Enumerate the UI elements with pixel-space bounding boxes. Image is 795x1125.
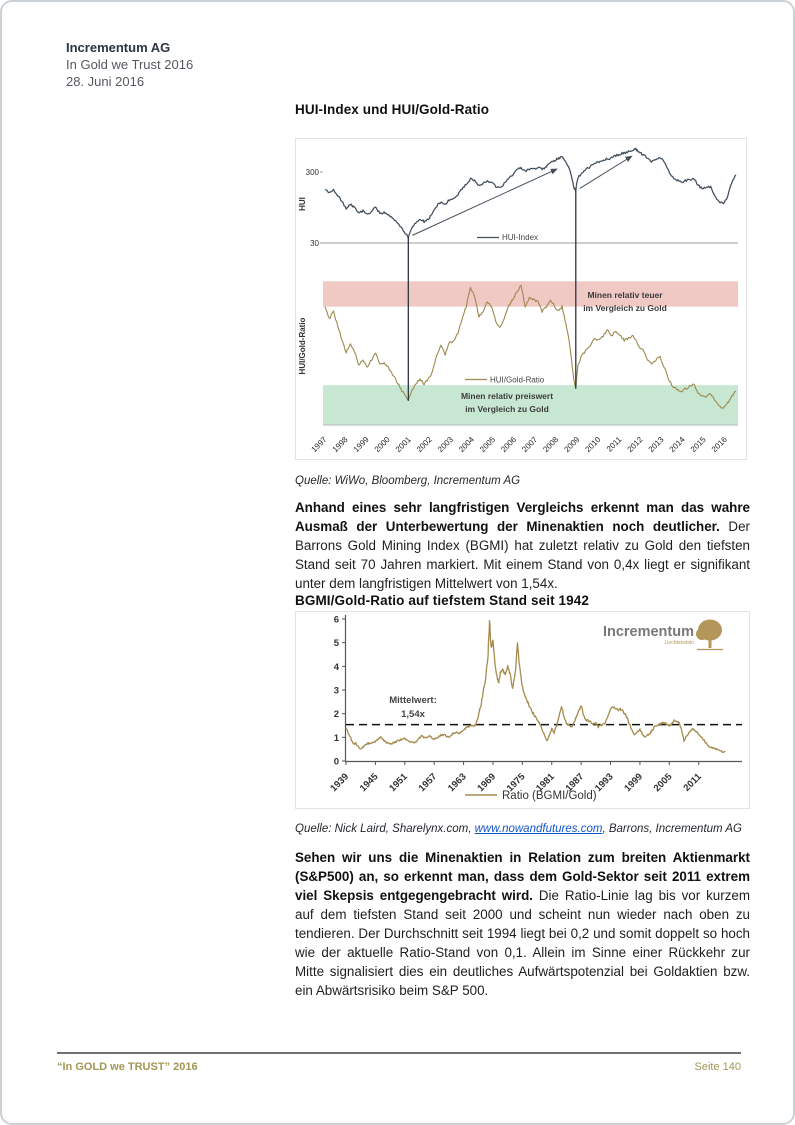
- svg-text:2004: 2004: [457, 435, 476, 454]
- svg-text:Incrementum: Incrementum: [602, 624, 694, 640]
- paragraph-1-rest: Der Barrons Gold Mining Index (BGMI) hat zuletzt relativ zu Gold den tiefsten Stand seit 70 Jahren markiert. Mit einem Stand von 0,4x liegt er signifikant unter dem langfristigen Mittelwert von 1,54x.: [295, 519, 750, 591]
- svg-text:1963: 1963: [445, 771, 469, 795]
- chart2-title: BGMI/Gold-Ratio auf tiefstem Stand seit 1942: [295, 593, 589, 608]
- svg-text:2005: 2005: [651, 771, 675, 795]
- chart2-source-suffix: , Barrons, Incrementum AG: [602, 823, 742, 835]
- svg-text:1987: 1987: [563, 771, 587, 795]
- svg-text:1951: 1951: [387, 771, 410, 795]
- svg-text:1,54x: 1,54x: [401, 709, 425, 720]
- svg-text:Minen relativ teuer: Minen relativ teuer: [587, 290, 663, 300]
- svg-text:HUI: HUI: [298, 197, 307, 211]
- svg-text:2014: 2014: [667, 435, 687, 454]
- svg-text:4: 4: [333, 661, 339, 673]
- svg-text:1975: 1975: [504, 771, 528, 795]
- svg-text:2011: 2011: [604, 435, 624, 454]
- svg-text:2008: 2008: [541, 435, 561, 454]
- chart1-title: HUI-Index und HUI/Gold-Ratio: [295, 102, 490, 117]
- svg-text:1999: 1999: [622, 771, 646, 795]
- svg-text:3: 3: [333, 685, 339, 697]
- chart2-source: [295, 823, 750, 835]
- svg-text:1993: 1993: [592, 771, 616, 795]
- svg-text:Ratio (BGMI/Gold): Ratio (BGMI/Gold): [502, 790, 597, 802]
- svg-text:im Vergleich zu Gold: im Vergleich zu Gold: [583, 303, 667, 313]
- svg-text:2002: 2002: [414, 435, 434, 454]
- svg-text:2013: 2013: [646, 435, 666, 454]
- svg-text:1: 1: [333, 732, 339, 744]
- svg-text:2015: 2015: [688, 435, 708, 454]
- svg-text:2010: 2010: [583, 435, 603, 454]
- svg-text:2012: 2012: [625, 435, 645, 454]
- svg-text:2: 2: [333, 709, 339, 721]
- page-header: [66, 39, 193, 90]
- paragraph-1-lead: Anhand eines sehr langfristigen Vergleichs erkennt man das wahre Ausmaß der Unterbewertung der Minenaktien noch deutlicher.: [295, 500, 750, 534]
- content-column: [295, 102, 750, 1000]
- svg-text:2009: 2009: [562, 435, 582, 454]
- svg-text:im Vergleich zu Gold: im Vergleich zu Gold: [465, 404, 549, 414]
- bgmi-chart-figure: [295, 611, 750, 814]
- paragraph-2-lead: Sehen wir uns die Minenaktien in Relation zum breiten Aktienmarkt (S&P500) an, so erkennt man, dass dem Gold-Sektor seit 2011 extrem viel Skepsis entgegengebracht wird.: [295, 850, 750, 903]
- svg-text:2006: 2006: [499, 435, 519, 454]
- header-report-title: In Gold we Trust 2016: [66, 57, 194, 72]
- header-date: 28. Juni 2016: [66, 74, 145, 89]
- hui-chart-figure: [295, 138, 750, 465]
- footer-report-title: “In GOLD we TRUST” 2016: [57, 1061, 198, 1073]
- svg-text:2011: 2011: [681, 771, 704, 794]
- paragraph-2: [295, 848, 750, 1000]
- svg-text:HUI-Index: HUI-Index: [502, 233, 539, 242]
- svg-text:Minen relativ preiswert: Minen relativ preiswert: [460, 391, 554, 401]
- header-company: Incrementum AG: [66, 40, 171, 55]
- svg-text:1997: 1997: [309, 435, 329, 454]
- svg-text:2007: 2007: [520, 435, 540, 454]
- svg-text:1998: 1998: [330, 435, 350, 454]
- svg-text:1981: 1981: [534, 771, 557, 795]
- chart2-source-prefix: Quelle: Nick Laird, Sharelynx.com,: [295, 823, 475, 835]
- svg-text:2003: 2003: [435, 435, 455, 454]
- svg-text:2016: 2016: [709, 435, 729, 454]
- svg-text:30: 30: [310, 239, 319, 248]
- svg-text:5: 5: [333, 638, 339, 650]
- bgmi-chart-svg: [295, 611, 750, 809]
- svg-text:2001: 2001: [393, 435, 413, 454]
- footer-page-number: Seite 140: [694, 1061, 741, 1073]
- svg-text:HUI/Gold-Ratio: HUI/Gold-Ratio: [490, 375, 545, 385]
- paragraph-2-rest: Die Ratio-Linie lag bis vor kurzem auf dem tiefsten Stand seit 2000 und scheint nun wieder nach oben zu tendieren. Der Durchschnitt seit 1994 liegt bei 0,2 und somit doppelt so hoch wie der aktuelle Ratio-Stand von 0,1. Allein im Sinne einer Rückkehr zur Mitte signalisiert dies ein deutliches Aufwärtspotenzial bei Goldaktien bzw. ein Abwärtsrisiko beim S&P 500.: [295, 888, 750, 998]
- svg-text:300: 300: [305, 168, 319, 177]
- svg-text:1957: 1957: [416, 771, 440, 795]
- page-footer: [57, 1052, 741, 1073]
- svg-text:Mittelwert:: Mittelwert:: [389, 695, 437, 706]
- svg-text:1939: 1939: [328, 771, 352, 795]
- nowandfutures-link[interactable]: www.nowandfutures.com: [474, 823, 603, 835]
- svg-text:Liechtenstein: Liechtenstein: [664, 640, 694, 646]
- svg-text:HUI/Gold-Ratio: HUI/Gold-Ratio: [298, 317, 307, 375]
- svg-text:1969: 1969: [475, 771, 499, 795]
- svg-text:2000: 2000: [372, 435, 392, 454]
- chart1-source: Quelle: WiWo, Bloomberg, Incrementum AG: [295, 475, 521, 487]
- hui-chart-svg: [295, 138, 747, 460]
- svg-text:6: 6: [333, 614, 339, 626]
- paragraph-1: [295, 498, 750, 593]
- svg-text:1999: 1999: [351, 435, 371, 454]
- svg-text:0: 0: [333, 756, 339, 768]
- svg-text:2005: 2005: [478, 435, 498, 454]
- svg-text:1945: 1945: [357, 771, 381, 795]
